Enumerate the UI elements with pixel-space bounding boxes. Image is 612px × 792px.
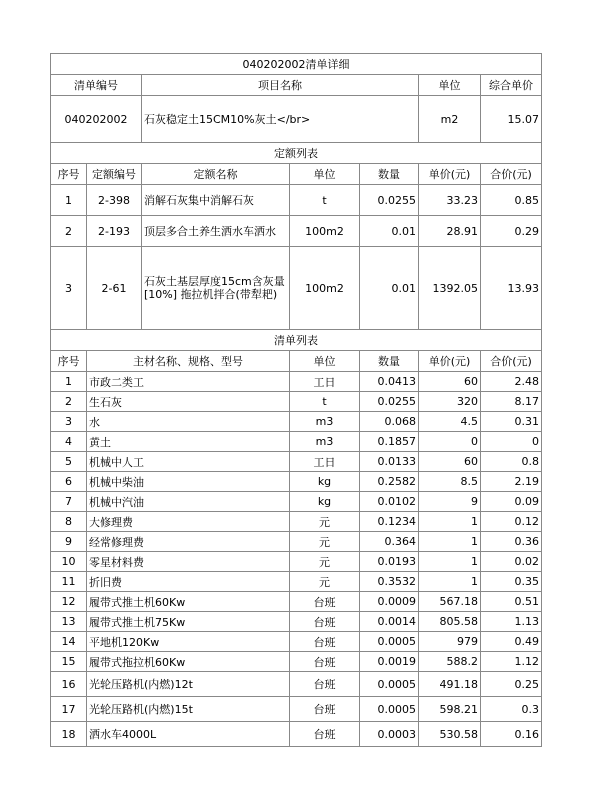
material-total: 0.31 bbox=[481, 412, 542, 432]
material-header-unit: 单位 bbox=[290, 351, 360, 372]
quota-unit-price: 33.23 bbox=[419, 185, 481, 216]
material-qty: 0.0019 bbox=[360, 652, 419, 672]
quota-row bbox=[51, 247, 542, 330]
material-unit-price: 60 bbox=[419, 452, 481, 472]
material-name: 水 bbox=[87, 412, 290, 432]
material-unit-price: 1 bbox=[419, 512, 481, 532]
material-seq: 7 bbox=[51, 492, 87, 512]
material-seq: 15 bbox=[51, 652, 87, 672]
item-unit: m2 bbox=[419, 96, 481, 143]
material-qty: 0.0009 bbox=[360, 592, 419, 612]
material-seq: 1 bbox=[51, 372, 87, 392]
material-row bbox=[51, 432, 542, 452]
material-header-qty: 数量 bbox=[360, 351, 419, 372]
material-qty: 0.3532 bbox=[360, 572, 419, 592]
material-unit: 元 bbox=[290, 532, 360, 552]
material-unit-price: 0 bbox=[419, 432, 481, 452]
material-header-total: 合价(元) bbox=[481, 351, 542, 372]
material-seq: 17 bbox=[51, 697, 87, 722]
material-unit-price: 1 bbox=[419, 572, 481, 592]
material-row bbox=[51, 697, 542, 722]
material-total: 1.13 bbox=[481, 612, 542, 632]
quota-unit-price: 28.91 bbox=[419, 216, 481, 247]
material-name: 平地机120Kw bbox=[87, 632, 290, 652]
material-row bbox=[51, 572, 542, 592]
material-name: 机械中汽油 bbox=[87, 492, 290, 512]
material-unit-price: 1 bbox=[419, 532, 481, 552]
quota-seq: 2 bbox=[51, 216, 87, 247]
material-row bbox=[51, 492, 542, 512]
composite-price: 15.07 bbox=[481, 96, 542, 143]
material-row bbox=[51, 722, 542, 747]
quota-header-name: 定额名称 bbox=[142, 164, 290, 185]
material-name: 履带式拖拉机60Kw bbox=[87, 652, 290, 672]
material-name: 经常修理费 bbox=[87, 532, 290, 552]
material-unit-price: 588.2 bbox=[419, 652, 481, 672]
material-unit: m3 bbox=[290, 432, 360, 452]
quota-header-unit-price: 单价(元) bbox=[419, 164, 481, 185]
material-total: 0.49 bbox=[481, 632, 542, 652]
quota-code: 2-193 bbox=[87, 216, 142, 247]
material-total: 0.3 bbox=[481, 697, 542, 722]
material-qty: 0.0133 bbox=[360, 452, 419, 472]
material-total: 0.8 bbox=[481, 452, 542, 472]
material-name: 市政二类工 bbox=[87, 372, 290, 392]
material-seq: 4 bbox=[51, 432, 87, 452]
material-row bbox=[51, 552, 542, 572]
material-seq: 14 bbox=[51, 632, 87, 652]
material-row bbox=[51, 532, 542, 552]
quota-qty: 0.01 bbox=[360, 216, 419, 247]
quota-total: 13.93 bbox=[481, 247, 542, 330]
material-unit: 台班 bbox=[290, 592, 360, 612]
material-row bbox=[51, 612, 542, 632]
material-unit: 台班 bbox=[290, 697, 360, 722]
material-total: 0.51 bbox=[481, 592, 542, 612]
material-header-unit-price: 单价(元) bbox=[419, 351, 481, 372]
header-composite-price: 综合单价 bbox=[481, 75, 542, 96]
list-section-title: 清单列表 bbox=[51, 330, 542, 351]
material-seq: 10 bbox=[51, 552, 87, 572]
material-unit: 台班 bbox=[290, 672, 360, 697]
quota-unit: t bbox=[290, 185, 360, 216]
material-row bbox=[51, 592, 542, 612]
material-row bbox=[51, 392, 542, 412]
material-seq: 9 bbox=[51, 532, 87, 552]
material-unit-price: 4.5 bbox=[419, 412, 481, 432]
quota-name: 石灰土基层厚度15cm含灰量[10%] 拖拉机拌合(带犁耙) bbox=[142, 247, 290, 330]
material-qty: 0.0255 bbox=[360, 392, 419, 412]
material-seq: 11 bbox=[51, 572, 87, 592]
material-qty: 0.0005 bbox=[360, 697, 419, 722]
material-total: 0.16 bbox=[481, 722, 542, 747]
material-seq: 13 bbox=[51, 612, 87, 632]
quota-row bbox=[51, 216, 542, 247]
material-unit: 元 bbox=[290, 512, 360, 532]
quota-header-total: 合价(元) bbox=[481, 164, 542, 185]
material-row bbox=[51, 452, 542, 472]
material-total: 2.19 bbox=[481, 472, 542, 492]
material-total: 0.35 bbox=[481, 572, 542, 592]
material-unit: 元 bbox=[290, 552, 360, 572]
material-header-name: 主材名称、规格、型号 bbox=[87, 351, 290, 372]
material-seq: 2 bbox=[51, 392, 87, 412]
material-total: 0.09 bbox=[481, 492, 542, 512]
material-seq: 3 bbox=[51, 412, 87, 432]
material-name: 履带式推土机75Kw bbox=[87, 612, 290, 632]
quota-seq: 3 bbox=[51, 247, 87, 330]
material-row bbox=[51, 672, 542, 697]
material-name: 折旧费 bbox=[87, 572, 290, 592]
material-unit: m3 bbox=[290, 412, 360, 432]
material-name: 光轮压路机(内燃)12t bbox=[87, 672, 290, 697]
material-unit: 元 bbox=[290, 572, 360, 592]
material-unit-price: 1 bbox=[419, 552, 481, 572]
material-seq: 8 bbox=[51, 512, 87, 532]
material-qty: 0.0003 bbox=[360, 722, 419, 747]
quota-header-code: 定额编号 bbox=[87, 164, 142, 185]
quota-unit-price: 1392.05 bbox=[419, 247, 481, 330]
material-name: 光轮压路机(内燃)15t bbox=[87, 697, 290, 722]
material-unit: 工日 bbox=[290, 452, 360, 472]
item-name: 石灰稳定土15CM10%灰土</br> bbox=[142, 96, 419, 143]
material-row bbox=[51, 512, 542, 532]
material-row bbox=[51, 652, 542, 672]
quota-name: 顶层多合土养生洒水车洒水 bbox=[142, 216, 290, 247]
material-unit: 台班 bbox=[290, 612, 360, 632]
quota-name: 消解石灰集中消解石灰 bbox=[142, 185, 290, 216]
material-name: 履带式推土机60Kw bbox=[87, 592, 290, 612]
material-unit-price: 320 bbox=[419, 392, 481, 412]
quota-qty: 0.0255 bbox=[360, 185, 419, 216]
material-qty: 0.1857 bbox=[360, 432, 419, 452]
material-row bbox=[51, 472, 542, 492]
material-unit-price: 979 bbox=[419, 632, 481, 652]
header-unit: 单位 bbox=[419, 75, 481, 96]
material-unit-price: 8.5 bbox=[419, 472, 481, 492]
quota-total: 0.29 bbox=[481, 216, 542, 247]
quota-unit: 100m2 bbox=[290, 216, 360, 247]
header-item-name: 项目名称 bbox=[142, 75, 419, 96]
quota-qty: 0.01 bbox=[360, 247, 419, 330]
material-unit: t bbox=[290, 392, 360, 412]
material-total: 0.02 bbox=[481, 552, 542, 572]
quota-header-unit: 单位 bbox=[290, 164, 360, 185]
material-unit: kg bbox=[290, 492, 360, 512]
material-qty: 0.0413 bbox=[360, 372, 419, 392]
material-unit: 台班 bbox=[290, 722, 360, 747]
material-total: 1.12 bbox=[481, 652, 542, 672]
material-unit: 工日 bbox=[290, 372, 360, 392]
material-unit-price: 598.21 bbox=[419, 697, 481, 722]
material-unit: 台班 bbox=[290, 632, 360, 652]
material-seq: 6 bbox=[51, 472, 87, 492]
material-unit-price: 491.18 bbox=[419, 672, 481, 697]
material-qty: 0.068 bbox=[360, 412, 419, 432]
quota-header-seq: 序号 bbox=[51, 164, 87, 185]
material-qty: 0.0102 bbox=[360, 492, 419, 512]
material-row bbox=[51, 412, 542, 432]
header-bill-code: 清单编号 bbox=[51, 75, 142, 96]
material-total: 0.36 bbox=[481, 532, 542, 552]
material-unit-price: 60 bbox=[419, 372, 481, 392]
material-total: 0.12 bbox=[481, 512, 542, 532]
quota-code: 2-398 bbox=[87, 185, 142, 216]
material-qty: 0.0014 bbox=[360, 612, 419, 632]
material-unit-price: 805.58 bbox=[419, 612, 481, 632]
material-unit: kg bbox=[290, 472, 360, 492]
quota-code: 2-61 bbox=[87, 247, 142, 330]
material-seq: 12 bbox=[51, 592, 87, 612]
material-name: 黄土 bbox=[87, 432, 290, 452]
bill-detail-table bbox=[50, 53, 542, 747]
material-qty: 0.0005 bbox=[360, 632, 419, 652]
material-row bbox=[51, 632, 542, 652]
material-qty: 0.0193 bbox=[360, 552, 419, 572]
quota-header-qty: 数量 bbox=[360, 164, 419, 185]
material-unit-price: 530.58 bbox=[419, 722, 481, 747]
material-unit-price: 9 bbox=[419, 492, 481, 512]
material-seq: 5 bbox=[51, 452, 87, 472]
material-qty: 0.1234 bbox=[360, 512, 419, 532]
bill-code: 040202002 bbox=[51, 96, 142, 143]
material-unit-price: 567.18 bbox=[419, 592, 481, 612]
table-title: 040202002清单详细 bbox=[51, 54, 542, 75]
material-name: 零星材料费 bbox=[87, 552, 290, 572]
material-total: 0 bbox=[481, 432, 542, 452]
material-unit: 台班 bbox=[290, 652, 360, 672]
material-total: 0.25 bbox=[481, 672, 542, 697]
material-header-seq: 序号 bbox=[51, 351, 87, 372]
material-seq: 16 bbox=[51, 672, 87, 697]
quota-total: 0.85 bbox=[481, 185, 542, 216]
material-qty: 0.2582 bbox=[360, 472, 419, 492]
quota-unit: 100m2 bbox=[290, 247, 360, 330]
material-row bbox=[51, 372, 542, 392]
quota-section-title: 定额列表 bbox=[51, 143, 542, 164]
material-qty: 0.0005 bbox=[360, 672, 419, 697]
material-name: 生石灰 bbox=[87, 392, 290, 412]
material-name: 机械中柴油 bbox=[87, 472, 290, 492]
material-total: 2.48 bbox=[481, 372, 542, 392]
quota-row bbox=[51, 185, 542, 216]
material-name: 机械中人工 bbox=[87, 452, 290, 472]
material-total: 8.17 bbox=[481, 392, 542, 412]
material-name: 大修理费 bbox=[87, 512, 290, 532]
material-qty: 0.364 bbox=[360, 532, 419, 552]
material-name: 洒水车4000L bbox=[87, 722, 290, 747]
material-seq: 18 bbox=[51, 722, 87, 747]
quota-seq: 1 bbox=[51, 185, 87, 216]
